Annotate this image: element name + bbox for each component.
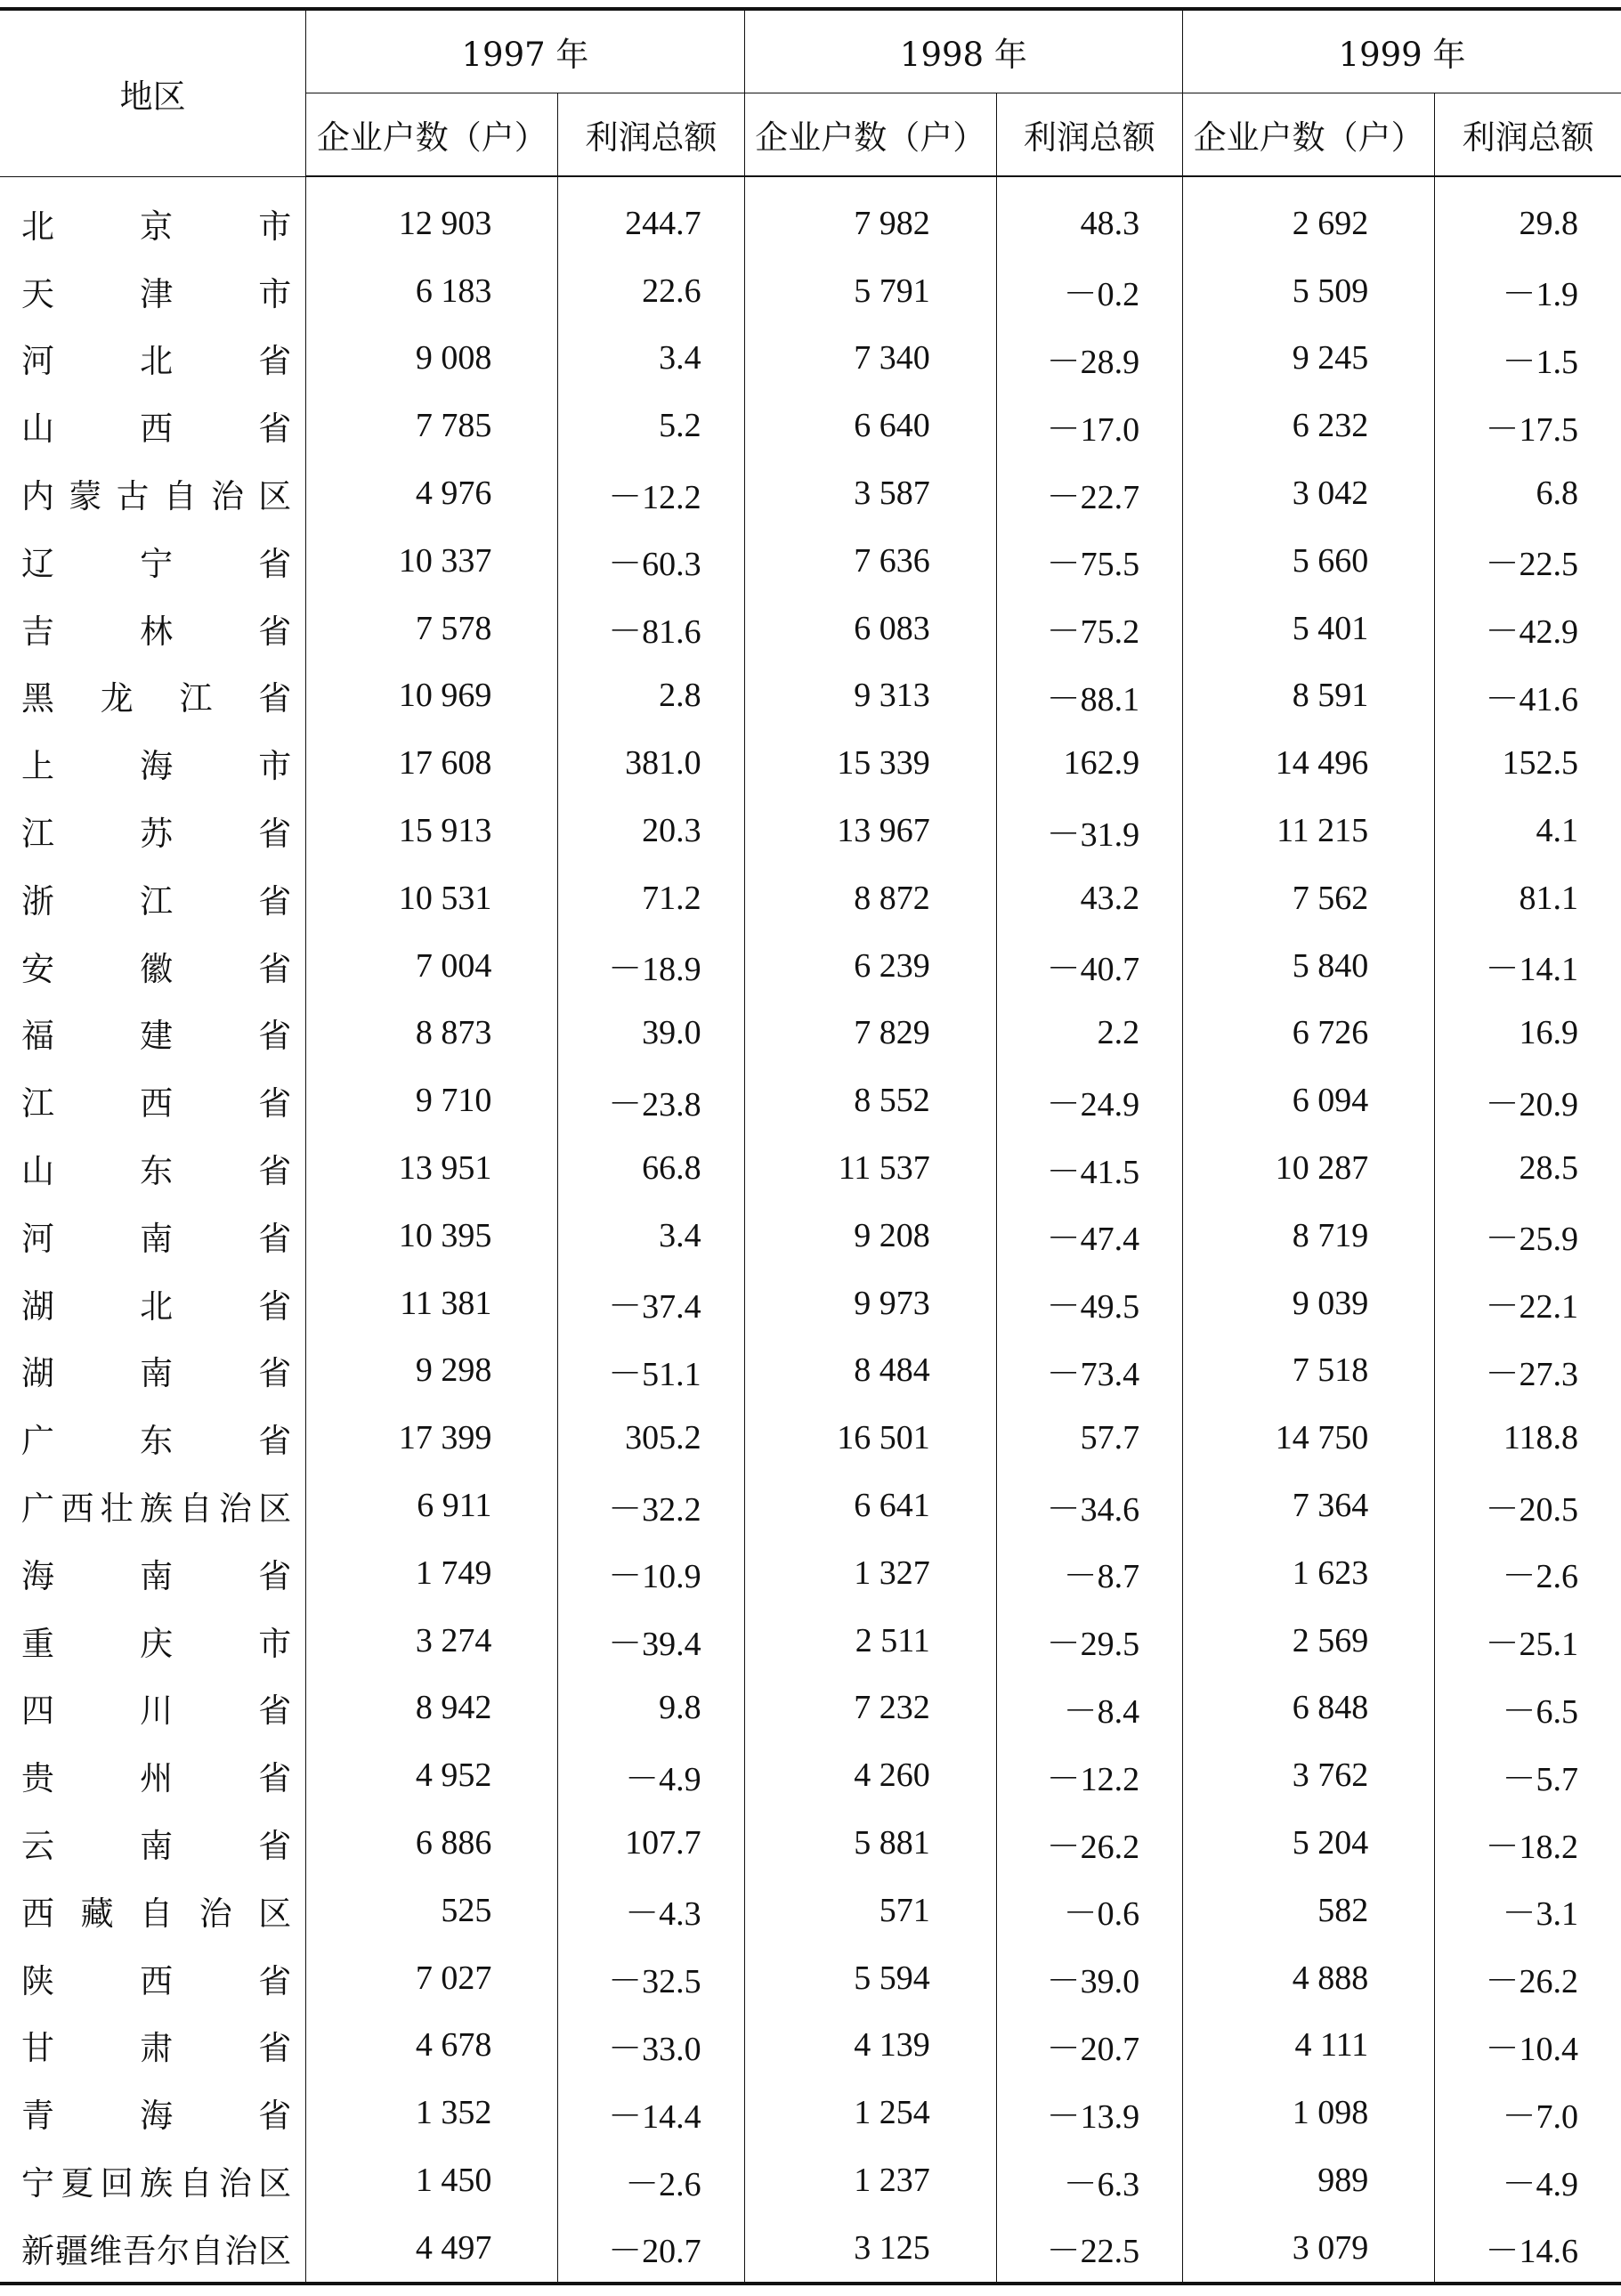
- region-cell: 广东省: [21, 1422, 292, 1461]
- profit-1998-cell: －6.3: [996, 2146, 1182, 2214]
- profit-1998-cell: －34.6: [996, 1472, 1182, 1539]
- profit-1998-cell: －75.5: [996, 527, 1182, 595]
- count-1998-cell: 2 511: [744, 1607, 996, 1675]
- count-1999-cell: 582: [1183, 1877, 1435, 1944]
- profit-1999-cell: －3.1: [1435, 1877, 1621, 1944]
- profit-1999-cell: 29.8: [1435, 176, 1621, 257]
- table-row: [0, 595, 1621, 662]
- table-row: [0, 1202, 1621, 1270]
- table-row: [0, 2146, 1621, 2214]
- profit-1999-cell: －25.9: [1435, 1202, 1621, 1270]
- count-1998-cell: 3 125: [744, 2214, 996, 2284]
- table-row: [0, 392, 1621, 459]
- profit-1997-cell: 381.0: [558, 729, 744, 797]
- region-cell: 陕西省: [21, 1961, 292, 2000]
- count-1999-cell: 5 660: [1183, 527, 1435, 595]
- table-row: [0, 1809, 1621, 1877]
- count-1998-cell: 1 327: [744, 1539, 996, 1607]
- region-cell: 云南省: [21, 1827, 292, 1866]
- profit-1999-cell: 152.5: [1435, 729, 1621, 797]
- count-1998-cell: 4 260: [744, 1741, 996, 1809]
- region-cell: 河北省: [21, 342, 292, 381]
- table-row: [0, 797, 1621, 864]
- table-row: [0, 257, 1621, 325]
- count-1997-cell: 4 678: [306, 2012, 558, 2080]
- profit-1999-cell: －27.3: [1435, 1337, 1621, 1405]
- region-cell: 浙江省: [21, 881, 292, 921]
- profit-1998-cell: 43.2: [996, 864, 1182, 932]
- count-1999-cell: 10 287: [1183, 1134, 1435, 1202]
- profit-1999-cell: －2.6: [1435, 1539, 1621, 1607]
- count-1997-cell: 7 027: [306, 1944, 558, 2012]
- profit-1997-cell: 39.0: [558, 1000, 744, 1067]
- count-1998-cell: 1 237: [744, 2146, 996, 2214]
- profit-1997-cell: －60.3: [558, 527, 744, 595]
- region-cell: 上海市: [21, 747, 292, 786]
- profit-1997-cell: 5.2: [558, 392, 744, 459]
- count-1997-cell: 9 298: [306, 1337, 558, 1405]
- count-1998-cell: 8 552: [744, 1067, 996, 1134]
- profit-1997-cell: －12.2: [558, 459, 744, 527]
- count-1999-cell: 14 750: [1183, 1404, 1435, 1472]
- count-1997-cell: 6 183: [306, 257, 558, 325]
- profit-1999-cell: －6.5: [1435, 1675, 1621, 1742]
- table-row: [0, 1270, 1621, 1337]
- profit-1998-cell: －12.2: [996, 1741, 1182, 1809]
- profit-1997-cell: －20.7: [558, 2214, 744, 2284]
- count-1999-cell: 2 692: [1183, 176, 1435, 257]
- count-1999-cell: 11 215: [1183, 797, 1435, 864]
- count-1998-cell: 3 587: [744, 459, 996, 527]
- region-cell: 安徽省: [21, 949, 292, 988]
- count-column-header-1997: 企业户数（户）: [306, 93, 558, 177]
- profit-1997-cell: －4.3: [558, 1877, 744, 1944]
- profit-column-header-1999: 利润总额: [1435, 93, 1621, 177]
- count-1998-cell: 6 640: [744, 392, 996, 459]
- profit-1998-cell: －88.1: [996, 662, 1182, 730]
- count-1999-cell: 5 401: [1183, 595, 1435, 662]
- profit-1997-cell: －37.4: [558, 1270, 744, 1337]
- count-1997-cell: 3 274: [306, 1607, 558, 1675]
- count-1997-cell: 7 785: [306, 392, 558, 459]
- profit-1998-cell: －24.9: [996, 1067, 1182, 1134]
- region-cell: 江西省: [21, 1084, 292, 1124]
- count-1997-cell: 7 004: [306, 932, 558, 1000]
- table-row: [0, 1539, 1621, 1607]
- profit-1998-cell: －0.2: [996, 257, 1182, 325]
- profit-1998-cell: －0.6: [996, 1877, 1182, 1944]
- region-cell: 青海省: [21, 2097, 292, 2136]
- header-year-row: [0, 9, 1621, 93]
- region-cell: 福建省: [21, 1017, 292, 1056]
- count-1999-cell: 5 840: [1183, 932, 1435, 1000]
- profit-1998-cell: －20.7: [996, 2012, 1182, 2080]
- count-1997-cell: 4 976: [306, 459, 558, 527]
- count-1997-cell: 1 450: [306, 2146, 558, 2214]
- profit-1998-cell: 162.9: [996, 729, 1182, 797]
- count-1998-cell: 6 083: [744, 595, 996, 662]
- profit-1999-cell: －22.5: [1435, 527, 1621, 595]
- table-row: [0, 1000, 1621, 1067]
- profit-1999-cell: －42.9: [1435, 595, 1621, 662]
- count-1997-cell: 8 873: [306, 1000, 558, 1067]
- profit-1999-cell: －10.4: [1435, 2012, 1621, 2080]
- profit-column-header-1997: 利润总额: [558, 93, 744, 177]
- profit-1997-cell: 2.8: [558, 662, 744, 730]
- count-1999-cell: 7 518: [1183, 1337, 1435, 1405]
- profit-1998-cell: －75.2: [996, 595, 1182, 662]
- profit-1999-cell: 6.8: [1435, 459, 1621, 527]
- count-1997-cell: 10 531: [306, 864, 558, 932]
- profit-1997-cell: －10.9: [558, 1539, 744, 1607]
- profit-1997-cell: －32.2: [558, 1472, 744, 1539]
- profit-1999-cell: －25.1: [1435, 1607, 1621, 1675]
- profit-1998-cell: －8.4: [996, 1675, 1182, 1742]
- count-1999-cell: 3 079: [1183, 2214, 1435, 2284]
- count-1998-cell: 13 967: [744, 797, 996, 864]
- profit-1997-cell: －51.1: [558, 1337, 744, 1405]
- count-1998-cell: 571: [744, 1877, 996, 1944]
- count-1997-cell: 8 942: [306, 1675, 558, 1742]
- count-1999-cell: 7 562: [1183, 864, 1435, 932]
- profit-1999-cell: －17.5: [1435, 392, 1621, 459]
- region-cell: 宁夏回族自治区: [21, 2164, 292, 2203]
- profit-1997-cell: －33.0: [558, 2012, 744, 2080]
- count-1998-cell: 4 139: [744, 2012, 996, 2080]
- count-1997-cell: 17 608: [306, 729, 558, 797]
- count-1999-cell: 8 719: [1183, 1202, 1435, 1270]
- profit-1998-cell: －29.5: [996, 1607, 1182, 1675]
- profit-1998-cell: －73.4: [996, 1337, 1182, 1405]
- count-1999-cell: 2 569: [1183, 1607, 1435, 1675]
- profit-1998-cell: －40.7: [996, 932, 1182, 1000]
- region-cell: 河南省: [21, 1219, 292, 1258]
- profit-1999-cell: －14.6: [1435, 2214, 1621, 2284]
- count-1997-cell: 11 381: [306, 1270, 558, 1337]
- count-1998-cell: 11 537: [744, 1134, 996, 1202]
- year-1999-header: 1999 年: [1183, 9, 1621, 93]
- region-cell: 重庆市: [21, 1624, 292, 1663]
- table-row: [0, 176, 1621, 257]
- count-1998-cell: 8 484: [744, 1337, 996, 1405]
- profit-1999-cell: 28.5: [1435, 1134, 1621, 1202]
- profit-1999-cell: －26.2: [1435, 1944, 1621, 2012]
- region-cell: 黑龙江省: [21, 679, 292, 718]
- profit-1999-cell: －5.7: [1435, 1741, 1621, 1809]
- count-column-header-1998: 企业户数（户）: [744, 93, 996, 177]
- table-row: [0, 1675, 1621, 1742]
- count-1997-cell: 17 399: [306, 1404, 558, 1472]
- count-1999-cell: 7 364: [1183, 1472, 1435, 1539]
- count-1997-cell: 9 710: [306, 1067, 558, 1134]
- profit-1998-cell: 48.3: [996, 176, 1182, 257]
- profit-1998-cell: －39.0: [996, 1944, 1182, 2012]
- table-row: [0, 729, 1621, 797]
- region-cell: 辽宁省: [21, 544, 292, 583]
- count-1999-cell: 9 245: [1183, 325, 1435, 393]
- profit-1997-cell: 66.8: [558, 1134, 744, 1202]
- profit-1998-cell: －47.4: [996, 1202, 1182, 1270]
- count-1998-cell: 7 982: [744, 176, 996, 257]
- count-1998-cell: 1 254: [744, 2079, 996, 2146]
- count-1999-cell: 6 232: [1183, 392, 1435, 459]
- count-1997-cell: 1 749: [306, 1539, 558, 1607]
- count-1998-cell: 7 232: [744, 1675, 996, 1742]
- count-1997-cell: 10 395: [306, 1202, 558, 1270]
- table-row: [0, 2012, 1621, 2080]
- table-row: [0, 1877, 1621, 1944]
- count-1999-cell: 989: [1183, 2146, 1435, 2214]
- profit-1998-cell: －13.9: [996, 2079, 1182, 2146]
- year-1997-header: 1997 年: [306, 9, 744, 93]
- profit-1999-cell: 81.1: [1435, 864, 1621, 932]
- profit-1998-cell: －17.0: [996, 392, 1182, 459]
- count-1999-cell: 1 623: [1183, 1539, 1435, 1607]
- count-1999-cell: 3 762: [1183, 1741, 1435, 1809]
- profit-1999-cell: －7.0: [1435, 2079, 1621, 2146]
- profit-1998-cell: －41.5: [996, 1134, 1182, 1202]
- table-row: [0, 1607, 1621, 1675]
- profit-1998-cell: －22.7: [996, 459, 1182, 527]
- profit-1997-cell: －18.9: [558, 932, 744, 1000]
- profit-1998-cell: －28.9: [996, 325, 1182, 393]
- count-1997-cell: 15 913: [306, 797, 558, 864]
- count-1997-cell: 6 911: [306, 1472, 558, 1539]
- count-column-header-1999: 企业户数（户）: [1183, 93, 1435, 177]
- count-1997-cell: 9 008: [306, 325, 558, 393]
- profit-1999-cell: －18.2: [1435, 1809, 1621, 1877]
- count-1998-cell: 7 829: [744, 1000, 996, 1067]
- table-body: [0, 176, 1621, 2284]
- table-row: [0, 1472, 1621, 1539]
- profit-1999-cell: －20.5: [1435, 1472, 1621, 1539]
- profit-1999-cell: －22.1: [1435, 1270, 1621, 1337]
- table-row: [0, 662, 1621, 730]
- table-row: [0, 1944, 1621, 2012]
- profit-1999-cell: －1.9: [1435, 257, 1621, 325]
- count-1998-cell: 9 313: [744, 662, 996, 730]
- count-1999-cell: 4 888: [1183, 1944, 1435, 2012]
- region-cell: 甘肃省: [21, 2029, 292, 2068]
- profit-1998-cell: 57.7: [996, 1404, 1182, 1472]
- profit-1999-cell: －41.6: [1435, 662, 1621, 730]
- table-row: [0, 864, 1621, 932]
- count-1999-cell: 9 039: [1183, 1270, 1435, 1337]
- profit-1997-cell: －81.6: [558, 595, 744, 662]
- region-cell: 广西壮族自治区: [21, 1489, 292, 1529]
- profit-1997-cell: －32.5: [558, 1944, 744, 2012]
- table-row: [0, 1404, 1621, 1472]
- count-1997-cell: 525: [306, 1877, 558, 1944]
- table-row: [0, 1741, 1621, 1809]
- profit-1997-cell: －2.6: [558, 2146, 744, 2214]
- table-row: [0, 1134, 1621, 1202]
- count-1997-cell: 6 886: [306, 1809, 558, 1877]
- region-cell: 北京市: [21, 207, 292, 246]
- profit-1999-cell: 118.8: [1435, 1404, 1621, 1472]
- region-cell: 湖南省: [21, 1354, 292, 1393]
- region-cell: 西藏自治区: [21, 1894, 292, 1933]
- profit-1997-cell: 3.4: [558, 325, 744, 393]
- count-1999-cell: 6 726: [1183, 1000, 1435, 1067]
- statistics-table-container: [0, 7, 1621, 2285]
- profit-1998-cell: －49.5: [996, 1270, 1182, 1337]
- profit-1997-cell: 305.2: [558, 1404, 744, 1472]
- count-1997-cell: 13 951: [306, 1134, 558, 1202]
- profit-1997-cell: 244.7: [558, 176, 744, 257]
- region-cell: 内蒙古自治区: [21, 477, 292, 516]
- region-cell: 江苏省: [21, 815, 292, 854]
- profit-column-header-1998: 利润总额: [996, 93, 1182, 177]
- enterprise-profit-table: [0, 7, 1621, 2285]
- profit-1998-cell: －8.7: [996, 1539, 1182, 1607]
- table-row: [0, 1337, 1621, 1405]
- profit-1997-cell: 107.7: [558, 1809, 744, 1877]
- count-1997-cell: 1 352: [306, 2079, 558, 2146]
- count-1998-cell: 6 239: [744, 932, 996, 1000]
- year-1998-header: 1998 年: [744, 9, 1182, 93]
- count-1998-cell: 7 636: [744, 527, 996, 595]
- profit-1997-cell: －39.4: [558, 1607, 744, 1675]
- count-1998-cell: 8 872: [744, 864, 996, 932]
- region-cell: 山西省: [21, 410, 292, 449]
- count-1998-cell: 15 339: [744, 729, 996, 797]
- region-cell: 贵州省: [21, 1759, 292, 1798]
- profit-1998-cell: －26.2: [996, 1809, 1182, 1877]
- count-1999-cell: 6 094: [1183, 1067, 1435, 1134]
- count-1998-cell: 5 881: [744, 1809, 996, 1877]
- profit-1997-cell: 9.8: [558, 1675, 744, 1742]
- count-1998-cell: 5 791: [744, 257, 996, 325]
- count-1999-cell: 6 848: [1183, 1675, 1435, 1742]
- region-cell: 海南省: [21, 1556, 292, 1595]
- count-1997-cell: 10 337: [306, 527, 558, 595]
- profit-1997-cell: －23.8: [558, 1067, 744, 1134]
- count-1997-cell: 12 903: [306, 176, 558, 257]
- table-row: [0, 2079, 1621, 2146]
- count-1998-cell: 6 641: [744, 1472, 996, 1539]
- count-1999-cell: 3 042: [1183, 459, 1435, 527]
- region-column-header: 地区: [0, 9, 306, 176]
- profit-1997-cell: 3.4: [558, 1202, 744, 1270]
- count-1998-cell: 7 340: [744, 325, 996, 393]
- profit-1998-cell: －22.5: [996, 2214, 1182, 2284]
- table-row: [0, 2214, 1621, 2284]
- count-1999-cell: 1 098: [1183, 2079, 1435, 2146]
- count-1997-cell: 7 578: [306, 595, 558, 662]
- region-cell: 天津市: [21, 274, 292, 313]
- count-1999-cell: 8 591: [1183, 662, 1435, 730]
- profit-1999-cell: －1.5: [1435, 325, 1621, 393]
- count-1999-cell: 4 111: [1183, 2012, 1435, 2080]
- count-1998-cell: 5 594: [744, 1944, 996, 2012]
- profit-1997-cell: －4.9: [558, 1741, 744, 1809]
- table-row: [0, 1067, 1621, 1134]
- profit-1998-cell: 2.2: [996, 1000, 1182, 1067]
- region-cell: 四川省: [21, 1692, 292, 1731]
- table-row: [0, 325, 1621, 393]
- count-1997-cell: 4 952: [306, 1741, 558, 1809]
- table-row: [0, 527, 1621, 595]
- profit-1997-cell: 20.3: [558, 797, 744, 864]
- count-1999-cell: 14 496: [1183, 729, 1435, 797]
- profit-1997-cell: 71.2: [558, 864, 744, 932]
- profit-1999-cell: 4.1: [1435, 797, 1621, 864]
- profit-1999-cell: －20.9: [1435, 1067, 1621, 1134]
- count-1998-cell: 9 208: [744, 1202, 996, 1270]
- profit-1999-cell: －14.1: [1435, 932, 1621, 1000]
- table-row: [0, 932, 1621, 1000]
- profit-1999-cell: －4.9: [1435, 2146, 1621, 2214]
- region-cell: 新疆维吾尔自治区: [0, 2214, 306, 2284]
- count-1997-cell: 4 497: [306, 2214, 558, 2284]
- region-cell: 湖北省: [21, 1286, 292, 1326]
- profit-1997-cell: 22.6: [558, 257, 744, 325]
- profit-1998-cell: －31.9: [996, 797, 1182, 864]
- region-cell: 吉林省: [21, 612, 292, 651]
- count-1998-cell: 16 501: [744, 1404, 996, 1472]
- profit-1999-cell: 16.9: [1435, 1000, 1621, 1067]
- count-1999-cell: 5 509: [1183, 257, 1435, 325]
- profit-1997-cell: －14.4: [558, 2079, 744, 2146]
- count-1999-cell: 5 204: [1183, 1809, 1435, 1877]
- region-cell: 山东省: [21, 1152, 292, 1191]
- table-header: [0, 9, 1621, 176]
- count-1998-cell: 9 973: [744, 1270, 996, 1337]
- table-row: [0, 459, 1621, 527]
- count-1997-cell: 10 969: [306, 662, 558, 730]
